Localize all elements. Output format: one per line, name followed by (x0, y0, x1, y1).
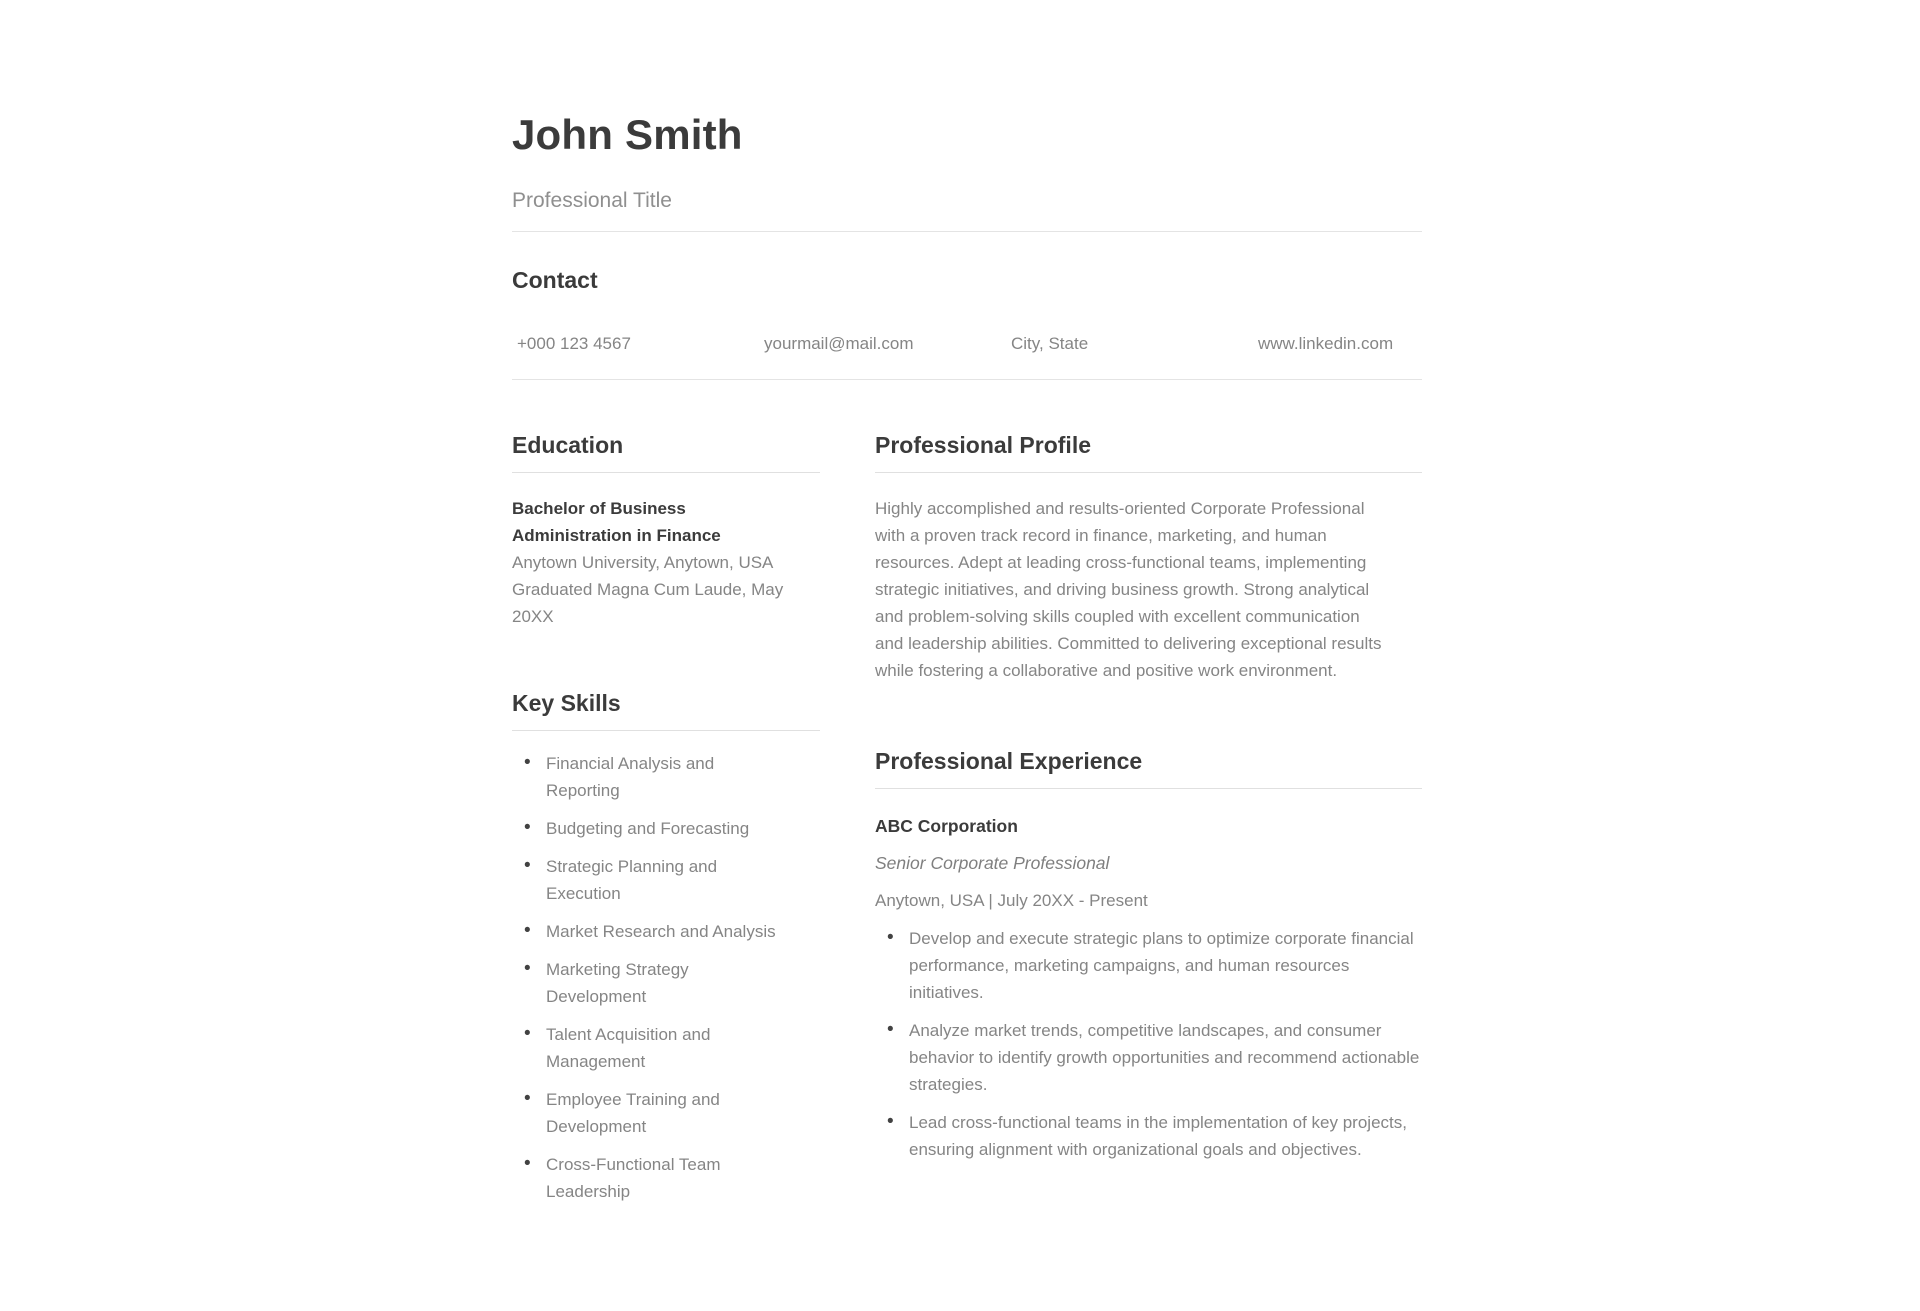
key-skills-section (512, 688, 820, 1205)
contact-section (512, 265, 1422, 357)
professional-experience-heading-rule (875, 788, 1422, 789)
skill-item: • Cross-Functional Team Leadership (512, 1151, 788, 1205)
right-column (875, 430, 1422, 1174)
education-heading: Education (512, 432, 624, 458)
professional-profile-text: Highly accomplished and results-oriented Corporate Professional with a proven track record in finance, marketing, and human resources. Adept at leading cross-functional teams, implementing strategic initiatives, and driving business growth. Strong analytical and problem-solving skills coupled with excellent communication and leadership abilities. Committed to delivering exceptional results while fostering a collaborative and positive work environment. (875, 499, 1382, 680)
resume-columns (512, 430, 1422, 1216)
experience-role: Senior Corporate Professional (875, 853, 1110, 873)
education-section (512, 430, 820, 630)
professional-experience-section (875, 746, 1422, 1163)
skill-item: • Budgeting and Forecasting (512, 815, 788, 842)
professional-profile-section (875, 430, 1422, 684)
skill-item: • Employee Training and Development (512, 1086, 788, 1140)
professional-profile-heading: Professional Profile (875, 432, 1092, 458)
experience-company: ABC Corporation (875, 816, 1018, 836)
key-skills-heading-rule (512, 730, 820, 731)
contact-phone: +000 123 4567 (517, 334, 631, 353)
professional-title: Professional Title (512, 189, 672, 212)
skill-item: • Strategic Planning and Execution (512, 853, 788, 907)
education-school: Anytown University, Anytown, USA (512, 553, 774, 572)
experience-bullet: • Lead cross-functional teams in the implementation of key projects, ensuring alignment with organizational goals and objectives. (875, 1109, 1422, 1163)
resume-name: John Smith (512, 111, 743, 158)
skill-item: • Market Research and Analysis (512, 918, 788, 945)
contact-location: City, State (1011, 334, 1089, 353)
education-graduation: Graduated Magna Cum Laude, May 20XX (512, 580, 784, 626)
education-degree: Bachelor of Business Administration in Finance (512, 499, 721, 545)
experience-bullet: • Develop and execute strategic plans to optimize corporate financial performance, marketing campaigns, and human resources initiatives. (875, 925, 1422, 1006)
professional-profile-heading-rule (875, 472, 1422, 473)
contact-heading: Contact (512, 267, 598, 293)
experience-bullet-list (875, 925, 1422, 1163)
experience-location-dates: Anytown, USA | July 20XX - Present (875, 891, 1148, 910)
contact-website: www.linkedin.com (1258, 334, 1394, 353)
contact-divider (512, 379, 1422, 380)
skill-item: • Talent Acquisition and Management (512, 1021, 788, 1075)
professional-experience-heading: Professional Experience (875, 748, 1143, 774)
skill-item: • Financial Analysis and Reporting (512, 750, 788, 804)
key-skills-heading: Key Skills (512, 690, 621, 716)
left-column (512, 430, 820, 1216)
resume-document (512, 112, 1422, 1216)
contact-email: yourmail@mail.com (764, 334, 914, 353)
contact-row (512, 330, 1422, 357)
key-skills-list (512, 750, 820, 1205)
header-divider (512, 231, 1422, 232)
skill-item: • Marketing Strategy Development (512, 956, 788, 1010)
education-heading-rule (512, 472, 820, 473)
experience-bullet: • Analyze market trends, competitive landscapes, and consumer behavior to identify growth opportunities and recommend actionable strategies. (875, 1017, 1422, 1098)
